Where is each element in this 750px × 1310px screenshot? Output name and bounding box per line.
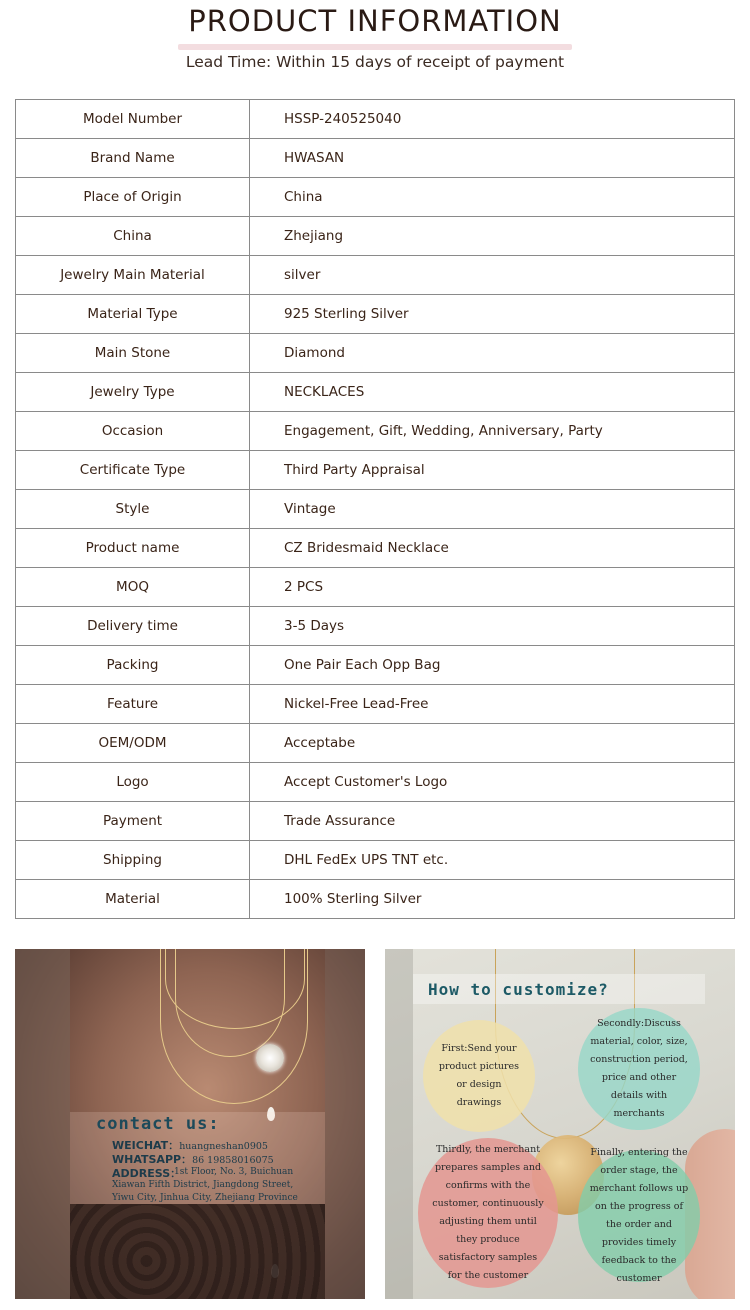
wechat-value: huangneshan0905 <box>179 1141 268 1152</box>
address-value: 1st Floor, No. 3, Buichuan Xiawan Fifth District, Jiangdong Street, Yiwu City, Jinhua City, Zhejiang Province <box>112 1167 298 1203</box>
spec-value: HSSP-240525040 <box>250 100 735 139</box>
spec-key: Shipping <box>16 841 250 880</box>
spec-row <box>16 451 735 490</box>
spec-key: Model Number <box>16 100 250 139</box>
spec-key: China <box>16 217 250 256</box>
step-third-text: Thirdly, the merchant prepares samples and confirms with the customer, continuously adjusting them until they produce satisfactory samples for the customer <box>432 1144 544 1281</box>
spec-key: Packing <box>16 646 250 685</box>
spec-value: HWASAN <box>250 139 735 178</box>
spec-row <box>16 724 735 763</box>
spec-row <box>16 685 735 724</box>
spec-row <box>16 100 735 139</box>
spec-key: Jewelry Type <box>16 373 250 412</box>
spec-row <box>16 256 735 295</box>
contact-title: contact us: <box>96 1114 220 1134</box>
spec-value: 3-5 Days <box>250 607 735 646</box>
spec-row <box>16 217 735 256</box>
spec-row <box>16 334 735 373</box>
step-third-bubble <box>418 1138 558 1288</box>
spec-value: China <box>250 178 735 217</box>
spec-key: Material <box>16 880 250 919</box>
spec-value: Nickel-Free Lead-Free <box>250 685 735 724</box>
spec-row <box>16 490 735 529</box>
lead-time-text: Lead Time: Within 15 days of receipt of payment <box>185 53 565 71</box>
spec-key: Logo <box>16 763 250 802</box>
spec-value: silver <box>250 256 735 295</box>
spec-row <box>16 646 735 685</box>
spec-row <box>16 841 735 880</box>
spec-key: Payment <box>16 802 250 841</box>
photo-shade-right <box>325 949 365 1299</box>
spec-value: DHL FedEx UPS TNT etc. <box>250 841 735 880</box>
photo-sideband <box>385 949 413 1299</box>
spec-value: 2 PCS <box>250 568 735 607</box>
spec-row <box>16 529 735 568</box>
spec-row <box>16 802 735 841</box>
step-fourth-bubble <box>578 1147 700 1284</box>
spec-row <box>16 880 735 919</box>
spec-value: Zhejiang <box>250 217 735 256</box>
spec-value: Third Party Appraisal <box>250 451 735 490</box>
address-label: ADDRESS： <box>112 1167 182 1180</box>
spec-row <box>16 568 735 607</box>
wechat-label: WEICHAT： <box>112 1139 180 1152</box>
step-fourth-text: Finally, entering the order stage, the merchant follows up on the progress of the order and provides timely feedback to the customer <box>589 1147 689 1284</box>
spec-value: NECKLACES <box>250 373 735 412</box>
spec-row <box>16 139 735 178</box>
spec-row <box>16 295 735 334</box>
spec-value: 925 Sterling Silver <box>250 295 735 334</box>
spec-key: Feature <box>16 685 250 724</box>
whatsapp-value: 86 19858016075 <box>192 1155 274 1166</box>
spec-value: Engagement, Gift, Wedding, Anniversary, Party <box>250 412 735 451</box>
pendant-medallion <box>256 1044 284 1072</box>
step-first-bubble <box>423 1020 535 1132</box>
photo-shade-left <box>15 949 70 1299</box>
spec-key: MOQ <box>16 568 250 607</box>
title-underline <box>178 44 572 50</box>
spec-key: Certificate Type <box>16 451 250 490</box>
spec-key: Main Stone <box>16 334 250 373</box>
step-second-bubble <box>578 1008 700 1130</box>
spec-row <box>16 412 735 451</box>
spec-key: Occasion <box>16 412 250 451</box>
spec-value: One Pair Each Opp Bag <box>250 646 735 685</box>
spec-value: 100% Sterling Silver <box>250 880 735 919</box>
spec-table <box>15 99 735 919</box>
whatsapp-label: WHATSAPP： <box>112 1153 193 1166</box>
spec-key: Place of Origin <box>16 178 250 217</box>
spec-value: Accept Customer's Logo <box>250 763 735 802</box>
necklace-chain-3 <box>160 949 308 1104</box>
spec-key: Style <box>16 490 250 529</box>
step-second-text: Secondly:Discuss material, color, size, construction period, price and other details with merchants <box>590 1018 688 1119</box>
spec-table-body <box>16 100 735 919</box>
page-title: PRODUCT INFORMATION <box>188 4 562 38</box>
spec-key: Jewelry Main Material <box>16 256 250 295</box>
spec-row <box>16 607 735 646</box>
spec-value: CZ Bridesmaid Necklace <box>250 529 735 568</box>
spec-row <box>16 373 735 412</box>
spec-row <box>16 763 735 802</box>
spec-value: Acceptabe <box>250 724 735 763</box>
customize-title: How to customize? <box>428 980 609 999</box>
lace-fabric <box>70 1204 325 1299</box>
spec-key: Material Type <box>16 295 250 334</box>
spec-key: Brand Name <box>16 139 250 178</box>
spec-key: Product name <box>16 529 250 568</box>
spec-value: Vintage <box>250 490 735 529</box>
spec-key: Delivery time <box>16 607 250 646</box>
spec-key: OEM/ODM <box>16 724 250 763</box>
spec-value: Diamond <box>250 334 735 373</box>
step-first-text: First:Send your product pictures or design drawings <box>438 1043 520 1108</box>
spec-row <box>16 178 735 217</box>
spec-value: Trade Assurance <box>250 802 735 841</box>
